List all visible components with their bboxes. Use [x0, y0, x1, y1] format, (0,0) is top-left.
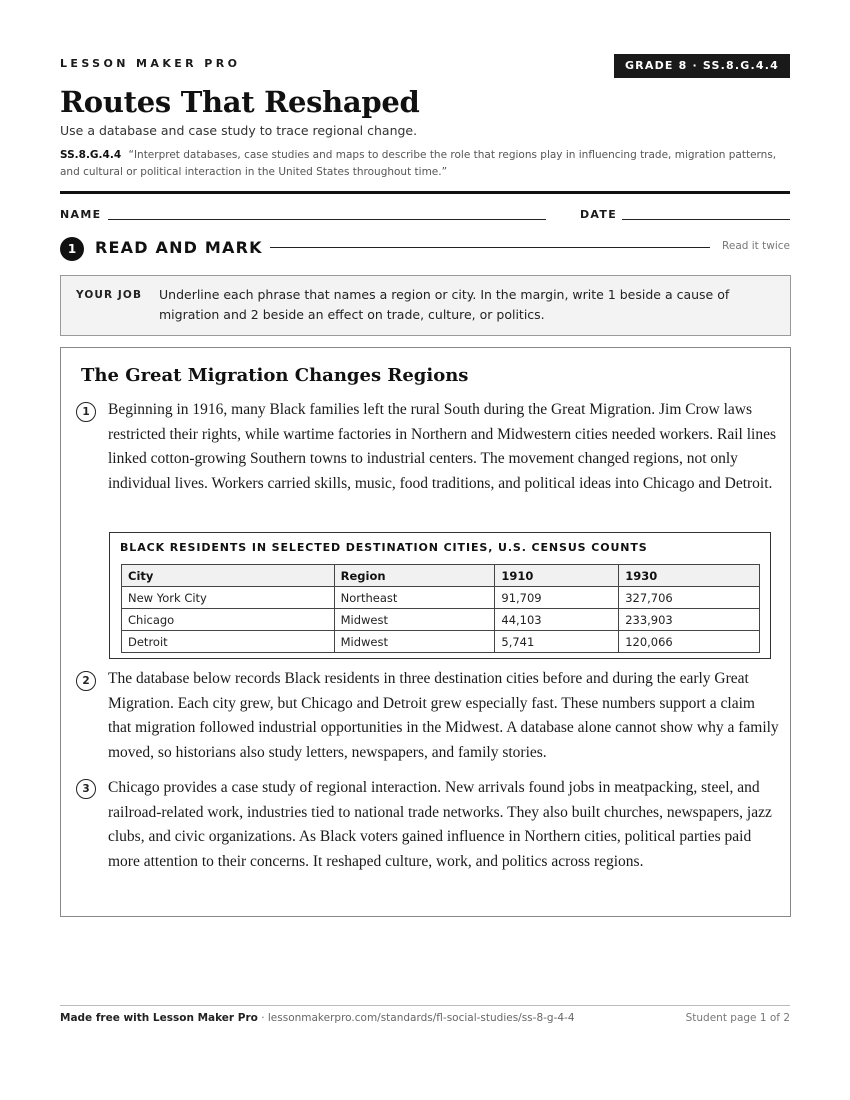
- database-title: BLACK RESIDENTS IN SELECTED DESTINATION CITIES, U.S. CENSUS COUNTS: [120, 541, 648, 554]
- paragraph-number-3: 3: [76, 779, 96, 799]
- footer-made-with: Made free with Lesson Maker Pro: [60, 1012, 258, 1024]
- standard-text: “Interpret databases, case studies and maps to describe the role that regions play in influencing trade, migration patterns, and cultural or political interaction in the United States throughout time.”: [60, 149, 777, 178]
- grade-badge: GRADE 8 · SS.8.G.4.4: [614, 54, 790, 78]
- table-cell: 233,903: [619, 609, 760, 631]
- table-cell: Northeast: [334, 587, 495, 609]
- table-cell: New York City: [122, 587, 335, 609]
- footer-url-link[interactable]: lessonmakerpro.com/standards/fl-social-studies/ss-8-g-4-4: [267, 1012, 575, 1024]
- your-job-box: [60, 275, 791, 336]
- brand-name: LESSON MAKER PRO: [60, 57, 241, 70]
- column-header-region: Region: [334, 565, 495, 587]
- date-label: DATE: [580, 208, 618, 221]
- name-field[interactable]: [108, 219, 546, 220]
- paragraph-3: Chicago provides a case study of regional interaction. New arrivals found jobs in meatpacking, steel, and railroad-related work, industries tied to national trade networks. They also built churches, newspapers, jazz clubs, and civic organizations. As Black voters gained influence in Northern cities, political parties paid more attention to their concerns. It reshaped culture, work, and politics across regions.: [108, 779, 772, 870]
- table-cell: 91,709: [495, 587, 619, 609]
- section-number-badge: 1: [60, 237, 84, 261]
- column-header-city: City: [122, 565, 335, 587]
- table-cell: Midwest: [334, 609, 495, 631]
- table-cell: Chicago: [122, 609, 335, 631]
- name-label: NAME: [60, 208, 102, 221]
- table-row: [122, 631, 760, 653]
- column-header-1910: 1910: [495, 565, 619, 587]
- table-row: [122, 609, 760, 631]
- article-box: [60, 347, 791, 917]
- article-title: The Great Migration Changes Regions: [81, 365, 469, 386]
- paragraph-1: Beginning in 1916, many Black families left the rural South during the Great Migration. Jim Crow laws restricted their rights, while wartime factories in Northern and Midwestern cities needed workers. Rail lines linked cotton-growing Southern towns to industrial centers. The movement changed regions, not only individual lives. Workers carried skills, music, food traditions, and political ideas into Chicago and Detroit.: [108, 401, 777, 492]
- header-divider: [60, 191, 790, 194]
- table-cell: 5,741: [495, 631, 619, 653]
- table-row: [122, 587, 760, 609]
- page-subtitle: Use a database and case study to trace regional change.: [60, 123, 418, 138]
- section-divider: [270, 247, 710, 248]
- date-field[interactable]: [622, 219, 790, 220]
- section-title: READ AND MARK: [95, 238, 263, 257]
- footer-divider: [60, 1005, 790, 1006]
- paragraph-number-1: 1: [76, 402, 96, 422]
- census-table: [121, 564, 760, 653]
- standard-code: SS.8.G.4.4: [60, 149, 122, 161]
- your-job-instructions: Underline each phrase that names a region or city. In the margin, write 1 beside a cause of migration and 2 beside an effect on trade, culture, or politics.: [159, 287, 730, 322]
- paragraph-2: The database below records Black residents in three destination cities before and during the early Great Migration. Each city grew, but Chicago and Detroit grew especially fast. These numbers support a claim that migration followed industrial opportunities in the Midwest. A database alone cannot show why a family moved, so historians also study letters, newspapers, and family stories.: [108, 670, 779, 761]
- your-job-label: YOUR JOB: [76, 289, 143, 301]
- table-cell: 120,066: [619, 631, 760, 653]
- footer-credit: [60, 1012, 575, 1024]
- table-cell: Detroit: [122, 631, 335, 653]
- table-cell: 44,103: [495, 609, 619, 631]
- footer-separator: ·: [257, 1012, 268, 1024]
- table-cell: Midwest: [334, 631, 495, 653]
- section-note: Read it twice: [722, 240, 790, 252]
- column-header-1930: 1930: [619, 565, 760, 587]
- footer-page-number: Student page 1 of 2: [685, 1012, 790, 1024]
- paragraph-number-2: 2: [76, 671, 96, 691]
- table-header-row: [122, 565, 760, 587]
- standard-description: [60, 147, 795, 181]
- page-title: Routes That Reshaped: [60, 85, 420, 119]
- database-table-box: [109, 532, 771, 659]
- table-cell: 327,706: [619, 587, 760, 609]
